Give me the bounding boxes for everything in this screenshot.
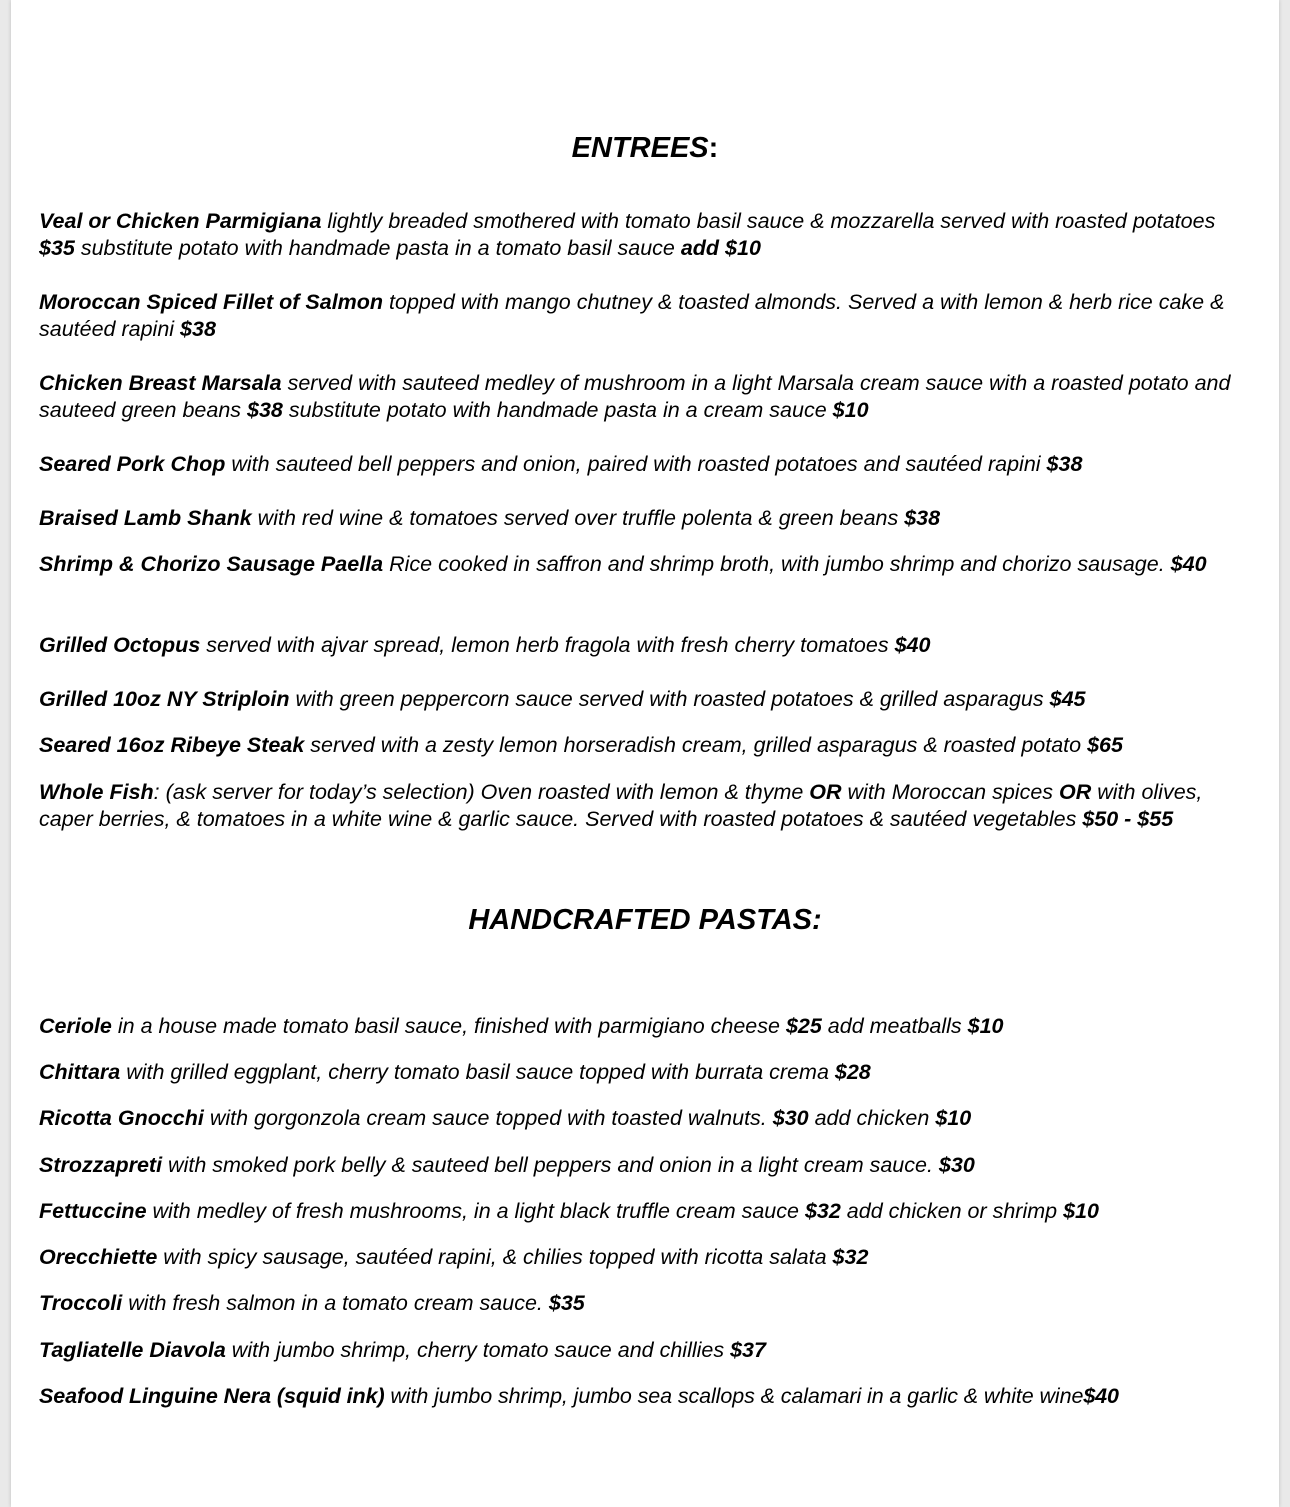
item-price: $45 xyxy=(1049,687,1086,711)
item-or: OR xyxy=(809,780,842,804)
menu-item xyxy=(39,1337,1251,1364)
item-desc: with jumbo shrimp, jumbo sea scallops & calamari in a garlic & white wine xyxy=(384,1384,1084,1408)
menu-item xyxy=(39,1290,1251,1317)
item-desc: with medley of fresh mushrooms, in a light black truffle cream sauce xyxy=(146,1199,805,1223)
item-name: Veal or Chicken Parmigiana xyxy=(39,209,322,233)
menu-item xyxy=(39,1244,1251,1271)
item-name: Grilled Octopus xyxy=(39,633,201,657)
menu-item-whole-fish xyxy=(39,779,1251,833)
menu-item xyxy=(39,632,1251,659)
item-desc: served with a zesty lemon horseradish cream, grilled asparagus & roasted potato xyxy=(304,733,1088,757)
menu-item xyxy=(39,551,1251,578)
item-name: Strozzapreti xyxy=(39,1153,163,1177)
item-price: $40 xyxy=(894,633,931,657)
menu-item xyxy=(39,1198,1251,1225)
item-price: $38 xyxy=(247,398,283,422)
item-price: $32 xyxy=(832,1245,869,1269)
item-desc: : (ask server for today’s selection) Oven roasted with lemon & thyme xyxy=(153,780,810,804)
item-extra-price: $10 xyxy=(967,1014,1004,1038)
item-name: Ricotta Gnocchi xyxy=(39,1106,204,1130)
menu-item xyxy=(39,1105,1251,1132)
item-price: $38 xyxy=(1046,452,1083,476)
item-desc: with olives, caper berries, & tomatoes in a white wine & garlic sauce. Served with roasted potatoes & sautéed vegetables xyxy=(39,780,1203,831)
item-name: Troccoli xyxy=(39,1291,123,1315)
item-desc: served with sauteed medley of mushroom in a light Marsala cream sauce with a roasted potato and sauteed green beans xyxy=(39,371,1231,422)
item-or: OR xyxy=(1059,780,1092,804)
item-name: Seared Pork Chop xyxy=(39,452,226,476)
item-desc: with spicy sausage, sautéed rapini, & chilies topped with ricotta salata xyxy=(157,1245,833,1269)
item-price: $25 xyxy=(785,1014,822,1038)
item-extra-price: $10 xyxy=(1063,1199,1099,1223)
item-desc: with red wine & tomatoes served over truffle polenta & green beans xyxy=(251,506,905,530)
menu-item xyxy=(39,289,1251,343)
menu-item xyxy=(39,1059,1251,1086)
item-desc: Rice cooked in saffron and shrimp broth, with jumbo shrimp and chorizo sausage. xyxy=(383,552,1171,576)
menu-item xyxy=(39,1013,1251,1040)
menu-item xyxy=(39,1383,1251,1410)
item-name: Seared 16oz Ribeye Steak xyxy=(39,733,305,757)
item-extra-price: $10 xyxy=(935,1106,972,1130)
item-desc: with jumbo shrimp, cherry tomato sauce and chillies xyxy=(225,1338,731,1362)
item-extra-price: $10 xyxy=(832,398,869,422)
item-price: $65 xyxy=(1087,733,1123,757)
item-name: Shrimp & Chorizo Sausage Paella xyxy=(39,552,384,576)
item-desc: with Moroccan spices xyxy=(841,780,1060,804)
item-price: $40 xyxy=(1170,552,1207,576)
item-desc: with sauteed bell peppers and onion, paired with roasted potatoes and sautéed rapini xyxy=(225,452,1047,476)
item-desc: in a house made tomato basil sauce, finished with parmigiano cheese xyxy=(111,1014,786,1038)
item-desc: lightly breaded smothered with tomato basil sauce & mozzarella served with roasted potatoes xyxy=(321,209,1216,233)
item-desc: topped with mango chutney & toasted almonds. Served a with lemon & herb rice cake & sautéed rapini xyxy=(39,290,1225,341)
item-price: $50 - $55 xyxy=(1082,807,1174,831)
item-name: Tagliatelle Diavola xyxy=(39,1338,226,1362)
menu-item xyxy=(39,1152,1251,1179)
menu-page xyxy=(11,0,1279,1507)
item-desc: served with ajvar spread, lemon herb fragola with fresh cherry tomatoes xyxy=(200,633,895,657)
item-price: $35 xyxy=(548,1291,585,1315)
item-extra: add chicken or shrimp xyxy=(840,1199,1064,1223)
menu-item xyxy=(39,451,1251,478)
item-extra: substitute potato with handmade pasta in a tomato basil sauce xyxy=(74,236,681,260)
item-price: $38 xyxy=(180,317,216,341)
pastas-heading: HANDCRAFTED PASTAS: xyxy=(468,904,822,936)
item-price: $37 xyxy=(730,1338,766,1362)
item-name: Seafood Linguine Nera (squid ink) xyxy=(39,1384,385,1408)
item-desc: with smoked pork belly & sauteed bell peppers and onion in a light cream sauce. xyxy=(162,1153,939,1177)
item-name: Whole Fish xyxy=(39,780,154,804)
item-name: Grilled 10oz NY Striploin xyxy=(39,687,290,711)
item-extra: add meatballs xyxy=(821,1014,968,1038)
item-extra: add chicken xyxy=(808,1106,936,1130)
item-price: $35 xyxy=(39,236,75,260)
item-extra-price: add $10 xyxy=(680,236,761,260)
entrees-heading: ENTREES: xyxy=(571,132,719,164)
item-name: Orecchiette xyxy=(39,1245,158,1269)
item-name: Chittara xyxy=(39,1060,121,1084)
menu-item xyxy=(39,505,1251,532)
item-price: $30 xyxy=(938,1153,975,1177)
menu-item xyxy=(39,370,1251,424)
item-price: $30 xyxy=(772,1106,809,1130)
menu-item xyxy=(39,732,1251,759)
item-name: Ceriole xyxy=(39,1014,112,1038)
item-price: $40 xyxy=(1083,1384,1119,1408)
item-desc: with fresh salmon in a tomato cream sauce. xyxy=(122,1291,549,1315)
item-price: $28 xyxy=(834,1060,871,1084)
item-price: $38 xyxy=(904,506,941,530)
menu-item xyxy=(39,686,1251,713)
item-extra: substitute potato with handmade pasta in a cream sauce xyxy=(282,398,833,422)
item-name: Fettuccine xyxy=(39,1199,147,1223)
item-name: Moroccan Spiced Fillet of Salmon xyxy=(39,290,384,314)
item-desc: with grilled eggplant, cherry tomato basil sauce topped with burrata crema xyxy=(120,1060,835,1084)
item-name: Braised Lamb Shank xyxy=(39,506,252,530)
item-desc: with green peppercorn sauce served with roasted potatoes & grilled asparagus xyxy=(289,687,1050,711)
menu-item xyxy=(39,208,1251,262)
item-name: Chicken Breast Marsala xyxy=(39,371,282,395)
item-price: $32 xyxy=(804,1199,841,1223)
item-desc: with gorgonzola cream sauce topped with toasted walnuts. xyxy=(203,1106,773,1130)
